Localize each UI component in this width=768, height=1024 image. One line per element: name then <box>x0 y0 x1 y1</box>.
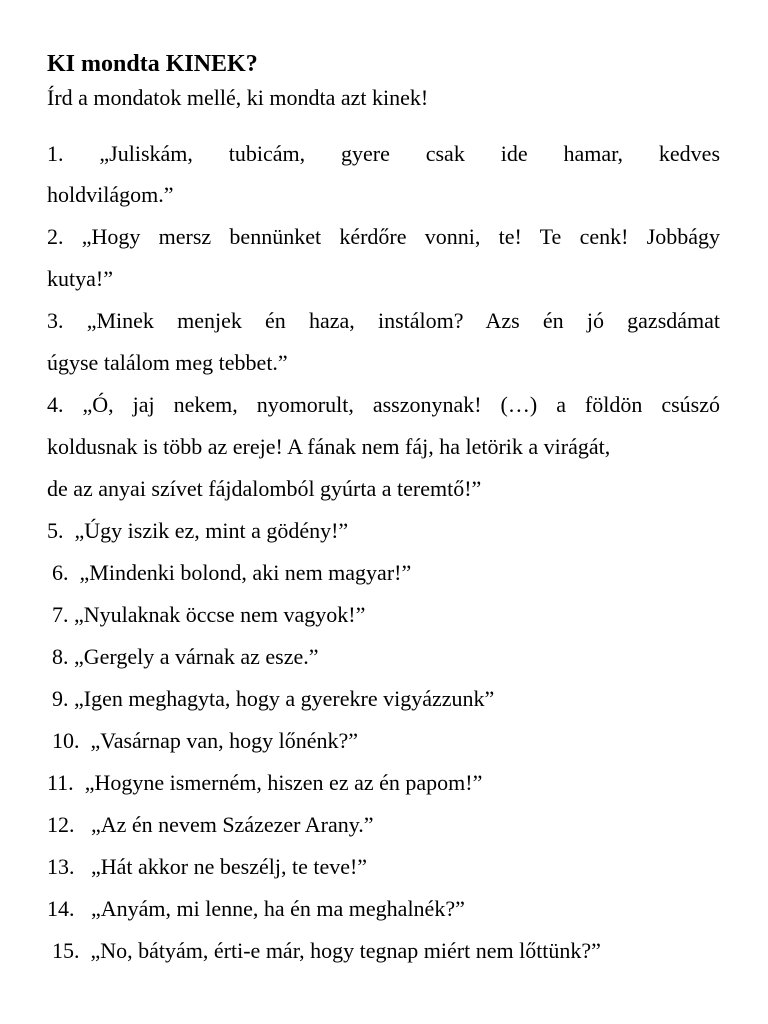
item-number: 6. <box>52 560 69 585</box>
quote-line: „No, bátyám, érti-e már, hogy tegnap miért nem lőttünk?” <box>90 938 601 963</box>
quote-item-15 <box>52 937 601 965</box>
quote-line: „Hát akkor ne beszélj, te teve!” <box>91 854 368 879</box>
quote-line: „Úgy iszik ez, mint a gödény!” <box>74 518 349 543</box>
quote-item-4-cont: koldusnak is több az ereje! A fának nem fáj, ha letörik a virágát, <box>47 434 611 459</box>
quote-line: „Ó, jaj nekem, nyomorult, asszonynak! (…) a földön csúszó <box>82 392 721 417</box>
item-number: 1. <box>47 141 64 166</box>
quote-line: „Minek menjek én haza, instálom? Azs én jó gazsdámat <box>86 308 721 333</box>
item-number: 8. <box>52 644 69 669</box>
quote-item-5 <box>47 517 348 545</box>
item-number: 12. <box>47 812 75 837</box>
worksheet-instruction: Írd a mondatok mellé, ki mondta azt kinek! <box>47 85 429 110</box>
quote-item-11 <box>47 769 482 797</box>
quote-item-13 <box>47 853 367 881</box>
quote-item-12 <box>47 811 374 839</box>
quote-line: „Az én nevem Százezer Arany.” <box>91 812 374 837</box>
quote-line: „Hogyne ismerném, hiszen ez az én papom!” <box>84 770 483 795</box>
quote-line: „Igen meghagyta, hogy a gyerekre vigyázzunk” <box>74 686 495 711</box>
quote-item-3 <box>47 307 720 335</box>
item-number: 11. <box>47 770 74 795</box>
item-number: 9. <box>52 686 69 711</box>
quote-item-1 <box>47 140 720 168</box>
worksheet-title: KI mondta KINEK? <box>47 51 258 77</box>
quote-item-14 <box>47 895 465 923</box>
quote-item-4-cont: de az anyai szívet fájdalomból gyúrta a teremtő!” <box>47 476 482 501</box>
quote-line: „Juliskám, tubicám, gyere csak ide hamar, kedves <box>99 141 721 166</box>
quote-item-10 <box>52 727 358 755</box>
item-number: 3. <box>47 308 64 333</box>
item-number: 5. <box>47 518 64 543</box>
quote-item-3-cont: úgyse találom meg tebbet.” <box>47 350 288 375</box>
quote-item-7 <box>52 601 365 629</box>
quote-item-9 <box>52 685 494 713</box>
quote-line: „Nyulaknak öccse nem vagyok!” <box>74 602 366 627</box>
quote-item-8 <box>52 643 319 671</box>
quote-item-2-cont: kutya!” <box>47 266 113 291</box>
quote-item-4 <box>47 391 720 419</box>
quote-line: „Gergely a várnak az esze.” <box>74 644 319 669</box>
item-number: 4. <box>47 392 64 417</box>
quote-line: „Vasárnap van, hogy lőnénk?” <box>90 728 359 753</box>
quote-item-6 <box>52 559 411 587</box>
item-number: 15. <box>52 938 80 963</box>
item-number: 14. <box>47 896 75 921</box>
item-number: 7. <box>52 602 69 627</box>
quote-line: „Hogy mersz bennünket kérdőre vonni, te! Te cenk! Jobbágy <box>81 224 720 249</box>
quote-line: „Anyám, mi lenne, ha én ma meghalnék?” <box>91 896 465 921</box>
item-number: 13. <box>47 854 75 879</box>
quote-item-1-cont: holdvilágom.” <box>47 182 174 207</box>
quote-item-2 <box>47 223 720 251</box>
item-number: 2. <box>47 224 64 249</box>
item-number: 10. <box>52 728 80 753</box>
quote-line: „Mindenki bolond, aki nem magyar!” <box>79 560 412 585</box>
